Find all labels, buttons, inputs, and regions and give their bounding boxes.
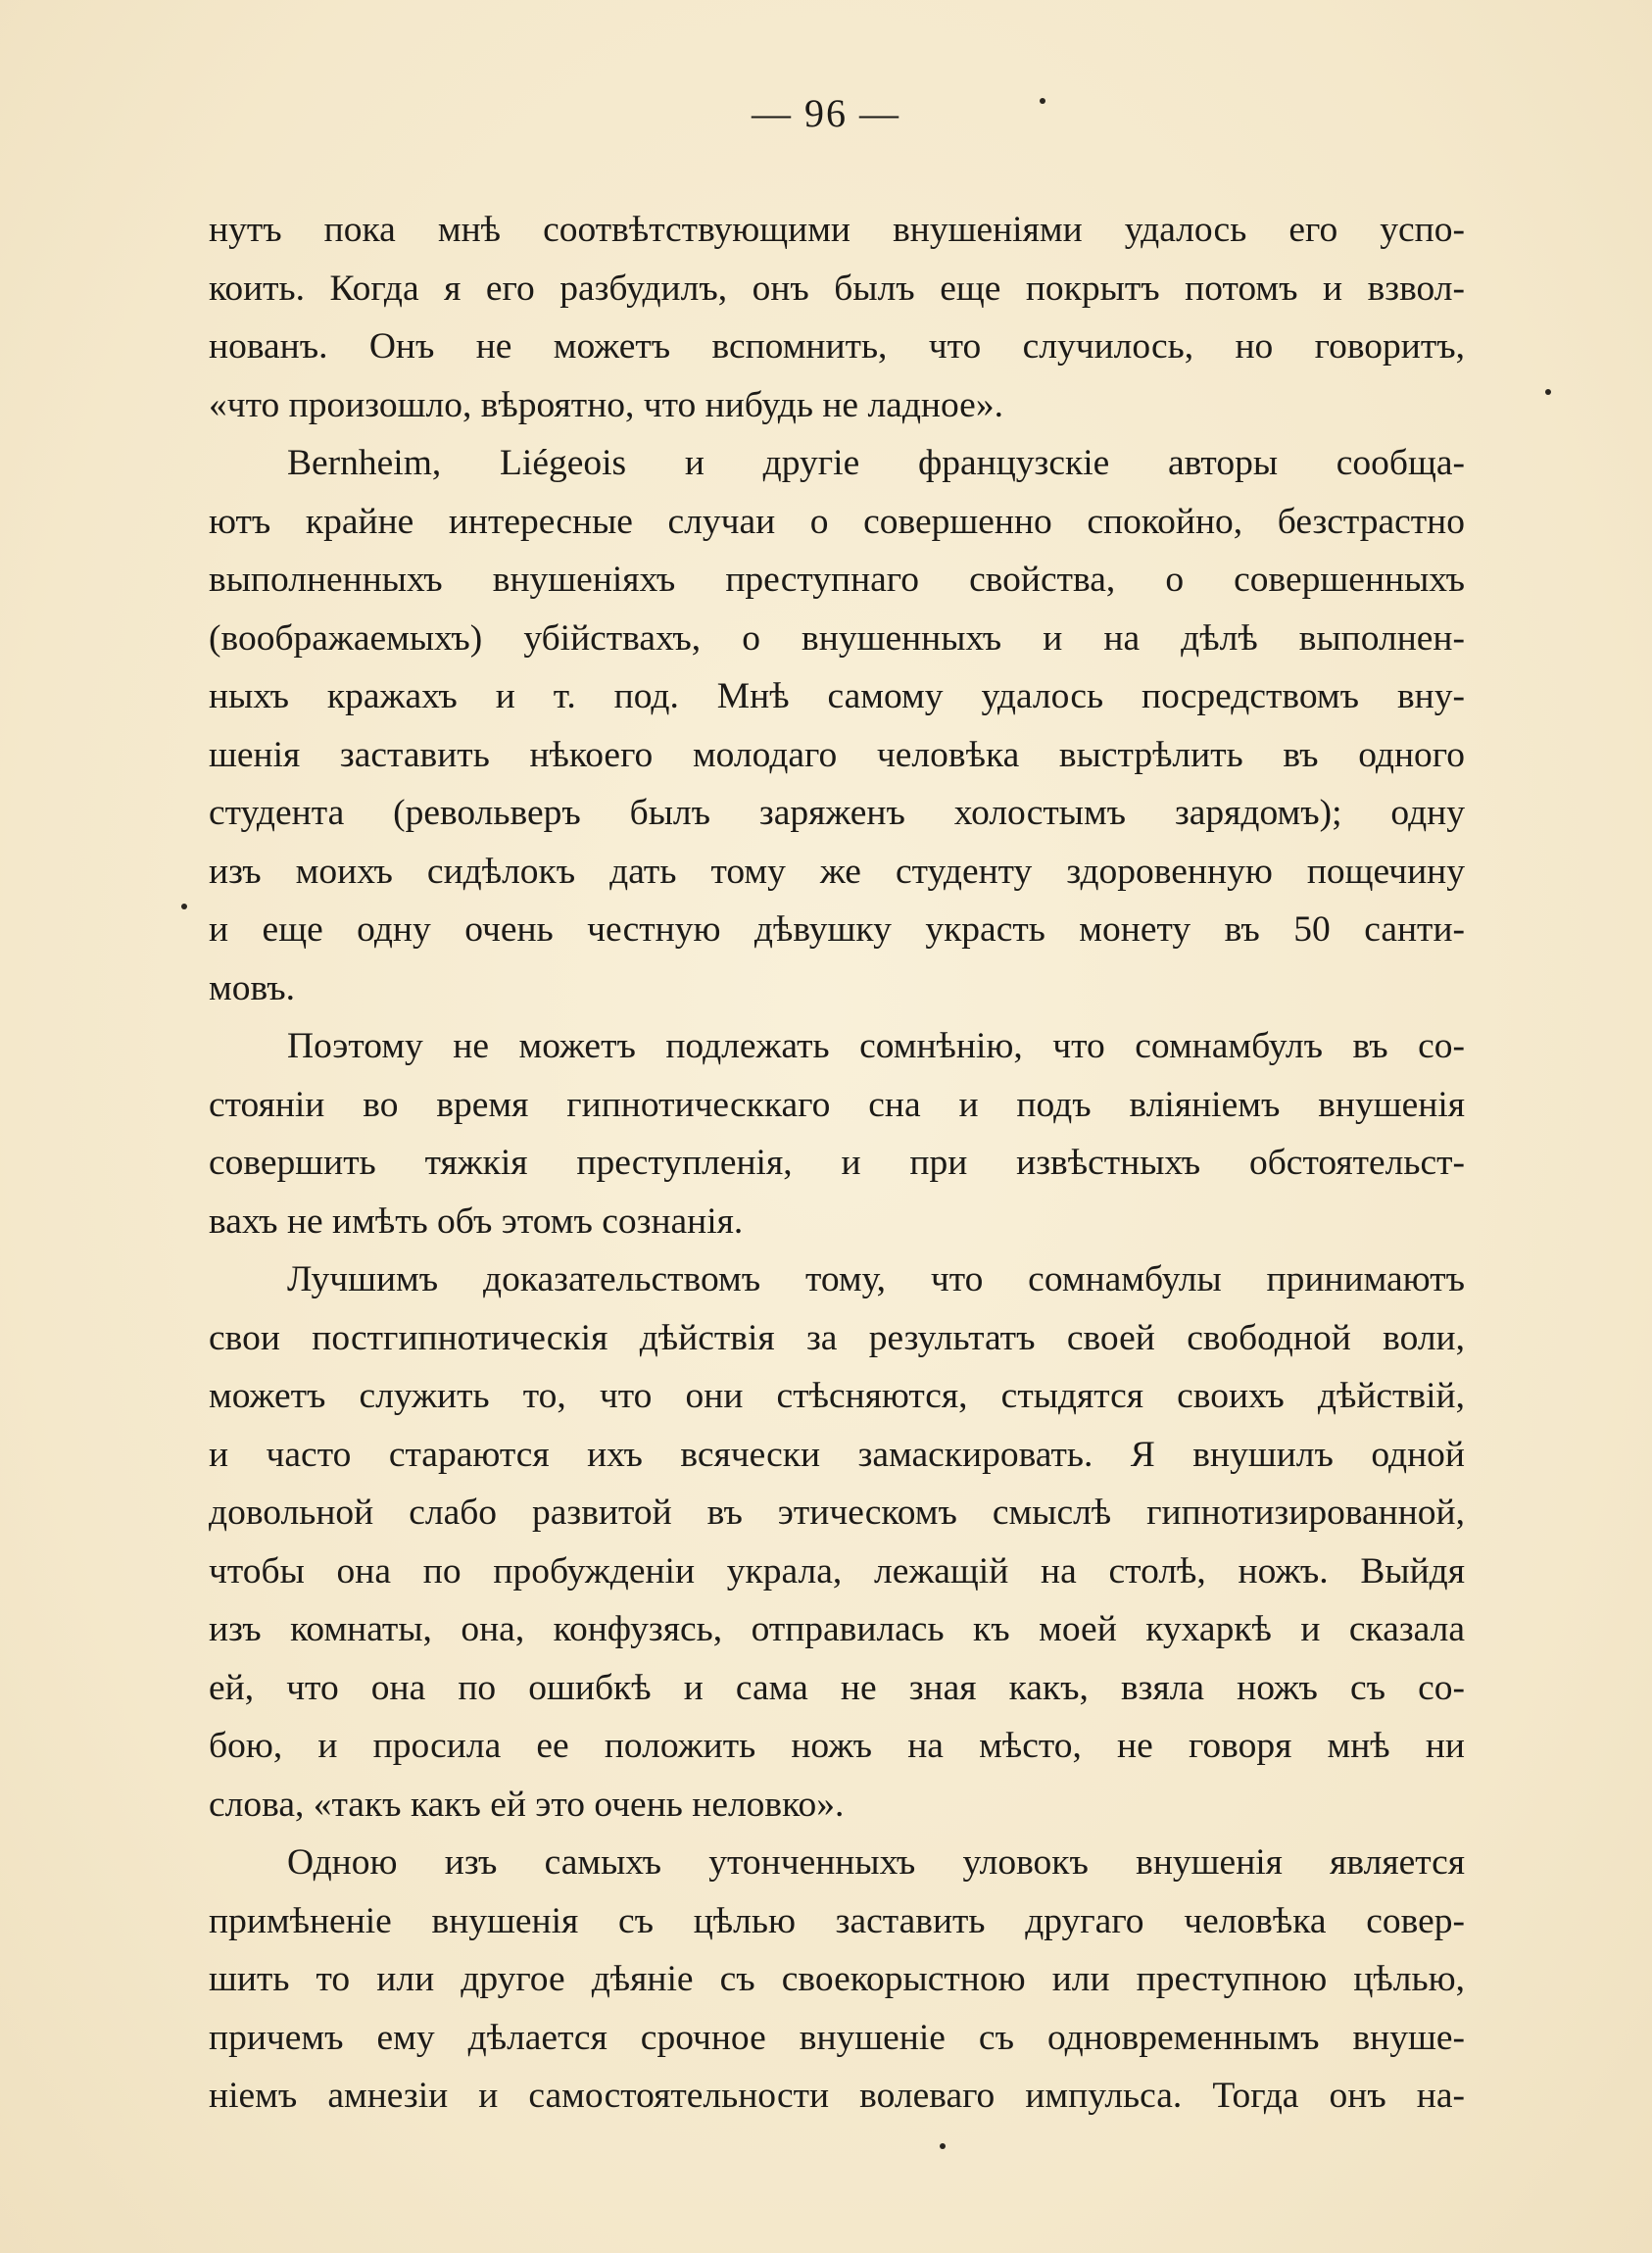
paragraph-3: [209, 1017, 1465, 1250]
text-line: мовъ.: [209, 967, 296, 1008]
text-line: Одною изъ самыхъ утонченныхъ уловокъ внушенія является: [287, 1842, 1465, 1883]
paragraph-2: [209, 434, 1465, 1017]
text-line: и часто стараются ихъ всячески замаскировать. Я внушилъ одной: [209, 1434, 1465, 1475]
text-line: (воображаемыхъ) убійствахъ, о внушенныхъ и на дѣлѣ выполнен-: [209, 617, 1465, 659]
text-line: свои постгипнотическія дѣйствія за результатъ своей свободной воли,: [209, 1317, 1465, 1358]
text-line: шить то или другое дѣяніе съ своекорыстною или преступною цѣлью,: [209, 1959, 1465, 1999]
text-line: ніемъ амнезіи и самостоятельности волеваго импульса. Тогда онъ на-: [209, 2076, 1465, 2116]
text-line: студента (револьверъ былъ заряженъ холостымъ зарядомъ); одну: [209, 793, 1465, 833]
text-line: шенія заставить нѣкоего молодаго человѣка выстрѣлить въ одного: [209, 734, 1465, 775]
text-line: можетъ служить то, что они стѣсняются, стыдятся своихъ дѣйствій,: [209, 1376, 1465, 1416]
text-line: ей, что она по ошибкѣ и сама не зная какъ, взяла ножъ съ со-: [209, 1667, 1465, 1708]
margin-speck: [1040, 98, 1045, 104]
text-line: нованъ. Онъ не можетъ вспомнить, что случилось, но говоритъ,: [209, 326, 1465, 367]
margin-speck: [181, 904, 187, 909]
text-line: примѣненіе внушенія съ цѣлью заставить другаго человѣка совер-: [209, 1900, 1465, 1941]
text-line: чтобы она по пробужденіи украла, лежащій на столѣ, ножъ. Выйдя: [209, 1550, 1465, 1592]
text-line: коить. Когда я его разбудилъ, онъ былъ еще покрытъ потомъ и взвол-: [209, 268, 1465, 309]
body-text: [209, 201, 1465, 2126]
text-line: Поэтому не можетъ подлежать сомнѣнію, что сомнамбулъ въ со-: [287, 1026, 1465, 1066]
text-line: бою, и просила ее положить ножъ на мѣсто, не говоря мнѣ ни: [209, 1726, 1465, 1766]
text-line: и еще одну очень честную дѣвушку украсть монету въ 50 санти-: [209, 909, 1465, 950]
text-line: Лучшимъ доказательствомъ тому, что сомнамбулы принимаютъ: [287, 1259, 1465, 1299]
text-line: довольной слабо развитой въ этическомъ смыслѣ гипнотизированной,: [209, 1493, 1465, 1533]
text-line: выполненныхъ внушеніяхъ преступнаго свойства, о совершенныхъ: [209, 560, 1465, 600]
text-line: причемъ ему дѣлается срочное внушеніе съ одновременнымъ внуше-: [209, 2017, 1465, 2058]
paragraph-4: [209, 1250, 1465, 1834]
page-number: — 96 —: [752, 91, 900, 135]
text-line: ютъ крайне интересные случаи о совершенно спокойно, безстрастно: [209, 501, 1465, 542]
text-line: стояніи во время гипнотическкаго сна и подъ вліяніемъ внушенія: [209, 1084, 1465, 1125]
text-line: Bernheim, Liégeois и другіе французскіе авторы сообща-: [287, 443, 1465, 483]
text-line: совершить тяжкія преступленія, и при извѣстныхъ обстоятельст-: [209, 1143, 1465, 1183]
margin-speck: [940, 2143, 946, 2149]
margin-speck: [1545, 389, 1551, 395]
text-line: вахъ не имѣть объ этомъ сознанія.: [209, 1200, 744, 1242]
text-line: нутъ пока мнѣ соотвѣтствующими внушеніями удалось его успо-: [209, 210, 1465, 250]
text-line: изъ моихъ сидѣлокъ дать тому же студенту здоровенную пощечину: [209, 851, 1465, 892]
paragraph-1: [209, 201, 1465, 434]
text-line: ныхъ кражахъ и т. под. Мнѣ самому удалось посредствомъ вну-: [209, 676, 1465, 716]
text-line: слова, «такъ какъ ей это очень неловко».: [209, 1784, 845, 1825]
text-line: изъ комнаты, она, конфузясь, отправилась къ моей кухаркѣ и сказала: [209, 1609, 1465, 1649]
text-line: «что произошло, вѣроятно, что нибудь не ладное».: [209, 384, 1003, 425]
paragraph-5: [209, 1834, 1465, 2126]
